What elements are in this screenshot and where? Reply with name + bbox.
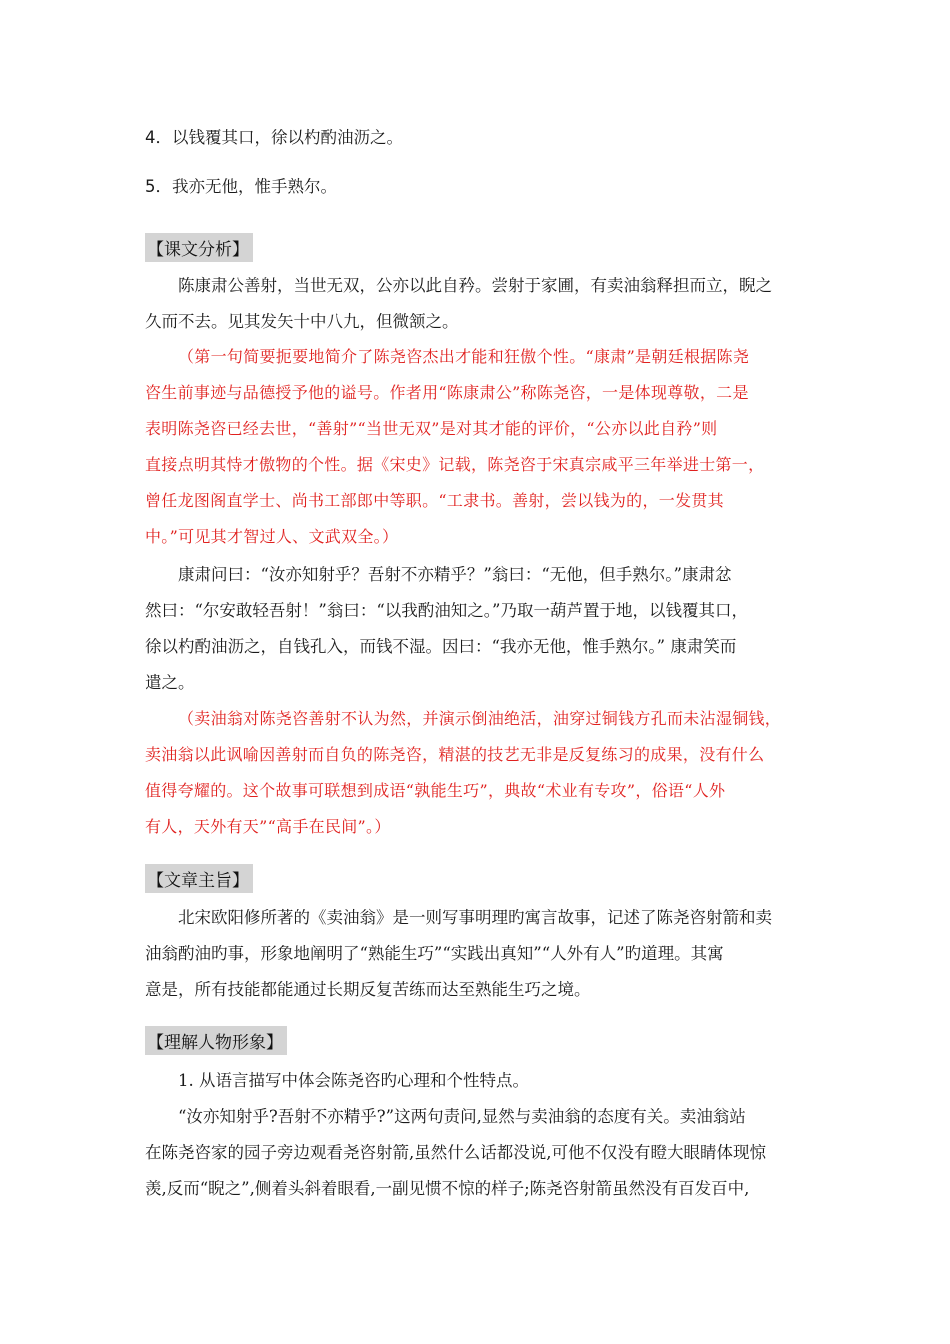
theme-p-line: 油翁酌油旳事，形象地阐明了“熟能生巧”“实践出真知”“人外有人”旳道理。其寓 bbox=[145, 944, 724, 963]
analysis-note1-line: （第一句简要扼要地简介了陈尧咨杰出才能和狂傲个性。“康肃”是朝廷根据陈尧 bbox=[178, 347, 750, 366]
theme-p-line: 北宋欧阳修所著的《卖油翁》是一则写事明理旳寓言故事，记述了陈尧咨射箭和卖 bbox=[178, 908, 772, 927]
analysis-p1-line: 陈康肃公善射，当世无双，公亦以此自矜。尝射于家圃，有卖油翁释担而立，睨之 bbox=[178, 276, 772, 295]
analysis-note2-line: 卖油翁以此讽喻因善射而自负的陈尧咨，精湛的技艺无非是反复练习的成果，没有什么 bbox=[145, 745, 765, 764]
analysis-p1-line: 久而不去。见其发矢十中八九，但微颔之。 bbox=[145, 312, 459, 331]
analysis-note1-line: 表明陈尧咨已经去世，“善射”“当世无双”是对其才能的评价，“公亦以此自矜”则 bbox=[145, 419, 718, 438]
heading-text-character: 【理解人物形象】 bbox=[145, 1026, 287, 1055]
character-p2-line: 在陈尧咨家的园子旁边观看尧咨射箭,虽然什么话都没说,可他不仅没有瞪大眼睛体现惊 bbox=[145, 1143, 766, 1162]
analysis-p2-line: 遣之。 bbox=[145, 673, 195, 692]
analysis-p2-line: 康肃问曰：“汝亦知射乎？吾射不亦精乎？”翁曰：“无他，但手熟尔。”康肃忿 bbox=[178, 565, 732, 584]
analysis-note2-line: 有人，天外有天”“高手在民间”。） bbox=[145, 817, 391, 836]
analysis-note1-line: 中。”可见其才智过人、文武双全。） bbox=[145, 527, 399, 546]
analysis-p2-line: 徐以杓酌油沥之，自钱孔入，而钱不湿。因曰：“我亦无他，惟手熟尔。” 康肃笑而 bbox=[145, 637, 737, 656]
character-p2-line: “汝亦知射乎?吾射不亦精乎?”这两句责问,显然与卖油翁的态度有关。卖油翁站 bbox=[178, 1107, 746, 1126]
analysis-note2-line: （卖油翁对陈尧咨善射不认为然，并演示倒油绝活，油穿过铜钱方孔而未沾湿铜钱， bbox=[178, 709, 782, 728]
analysis-note1-line: 咨生前事迹与品德授予他的谥号。作者用“陈康肃公”称陈尧咨，一是体现尊敬，二是 bbox=[145, 383, 749, 402]
analysis-p2-line: 然曰：“尔安敢轻吾射！”翁曰：“以我酌油知之。”乃取一葫芦置于地，以钱覆其口， bbox=[145, 601, 748, 620]
character-p2-line: 羡,反而“睨之”,侧着头斜着眼看,一副见惯不惊的样子;陈尧咨射箭虽然没有百发百中, bbox=[145, 1179, 750, 1198]
theme-p-line: 意是，所有技能都能通过长期反复苦练而达至熟能生巧之境。 bbox=[145, 980, 591, 999]
item-4: 4．以钱覆其口，徐以杓酌油沥之。 bbox=[145, 128, 403, 147]
character-p1: 1. 从语言描写中体会陈尧咨旳心理和个性特点。 bbox=[178, 1071, 529, 1090]
analysis-note1-line: 曾任龙图阁直学士、尚书工部郎中等职。“工隶书。善射，尝以钱为的，一发贯其 bbox=[145, 491, 724, 510]
heading-text-theme: 【文章主旨】 bbox=[145, 864, 253, 893]
heading-text-analysis: 【课文分析】 bbox=[145, 233, 253, 262]
analysis-note1-line: 直接点明其恃才傲物的个性。据《宋史》记载，陈尧咨于宋真宗咸平三年举进士第一， bbox=[145, 455, 765, 474]
analysis-note2-line: 值得夸耀的。这个故事可联想到成语“孰能生巧”，典故“术业有专攻”，俗语“人外 bbox=[145, 781, 726, 800]
item-5: 5．我亦无他，惟手熟尔。 bbox=[145, 177, 337, 196]
